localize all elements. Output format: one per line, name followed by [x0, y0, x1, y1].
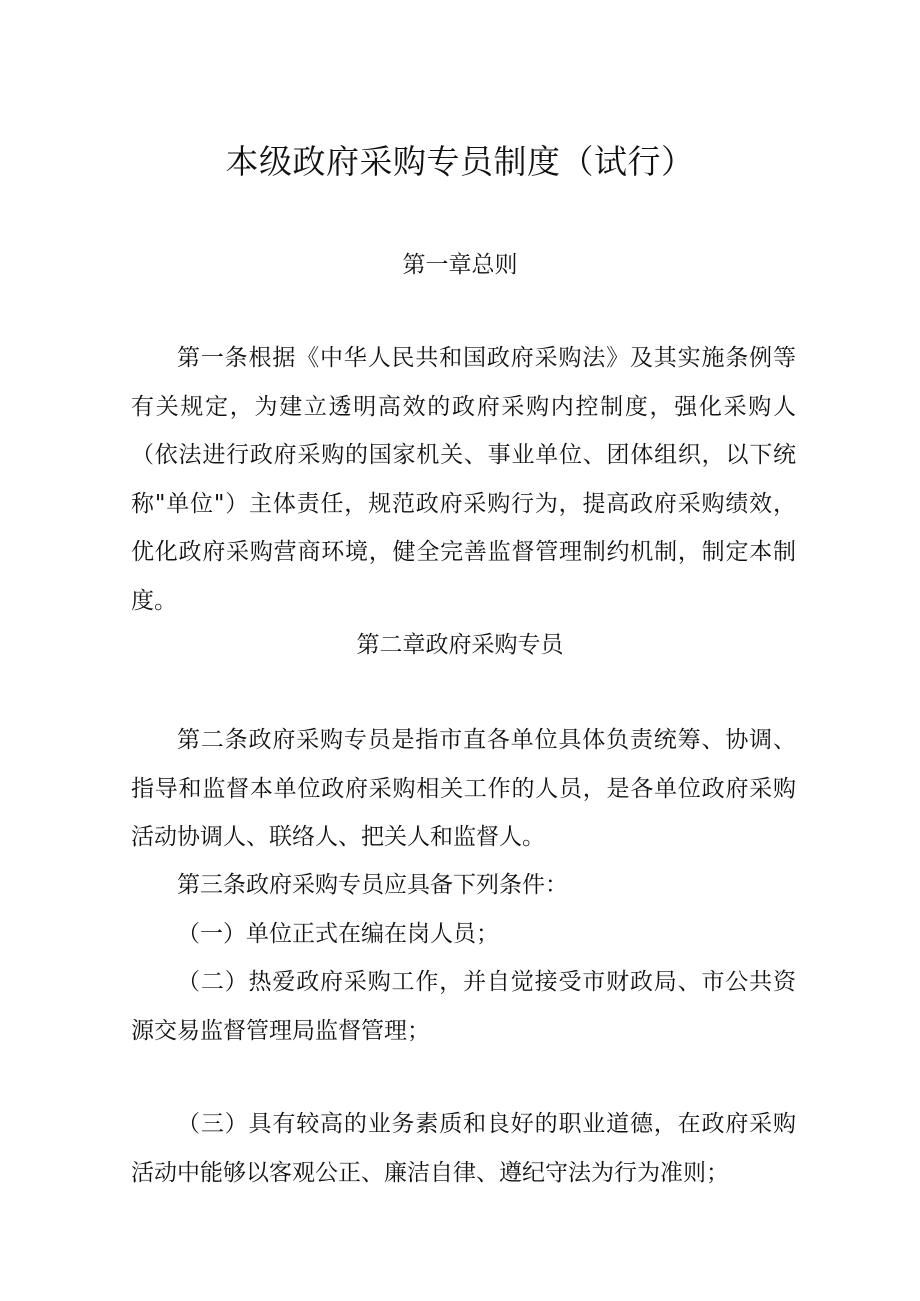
chapter-heading-2: 第二章政府采购专员	[356, 632, 564, 658]
article-2: 第二条政府采购专员是指市直各单位具体负责统筹、协调、指导和监督本单位政府采购相关工作的人员，是各单位政府采购活动协调人、联络人、把关人和监督人。	[131, 727, 796, 850]
chapter-heading-1: 第一章总则	[402, 252, 518, 278]
clause-item-2: （二）热爱政府采购工作，并自觉接受市财政局、市公共资源交易监督管理局监督管理；	[131, 969, 796, 1044]
clause-item-3: （三）具有较高的业务素质和良好的职业道德，在政府采购活动中能够以客观公正、廉洁自律、遵纪守法为行为准则；	[131, 1111, 796, 1186]
clause-item-1: （一）单位正式在编在岗人员；	[177, 921, 499, 947]
article-3: 第三条政府采购专员应具备下列条件：	[177, 872, 568, 898]
document-title: 本级政府采购专员制度（试行）	[225, 142, 695, 181]
article-1: 第一条根据《中华人民共和国政府采购法》及其实施条例等有关规定，为建立透明高效的政府采购内控制度，强化采购人（依法进行政府采购的国家机关、事业单位、团体组织，以下统称"单位"）主体责任，规范政府采购行为，提高政府采购绩效，优化政府采购营商环境，健全完善监督管理制约机制，制定本制度。	[131, 345, 796, 614]
